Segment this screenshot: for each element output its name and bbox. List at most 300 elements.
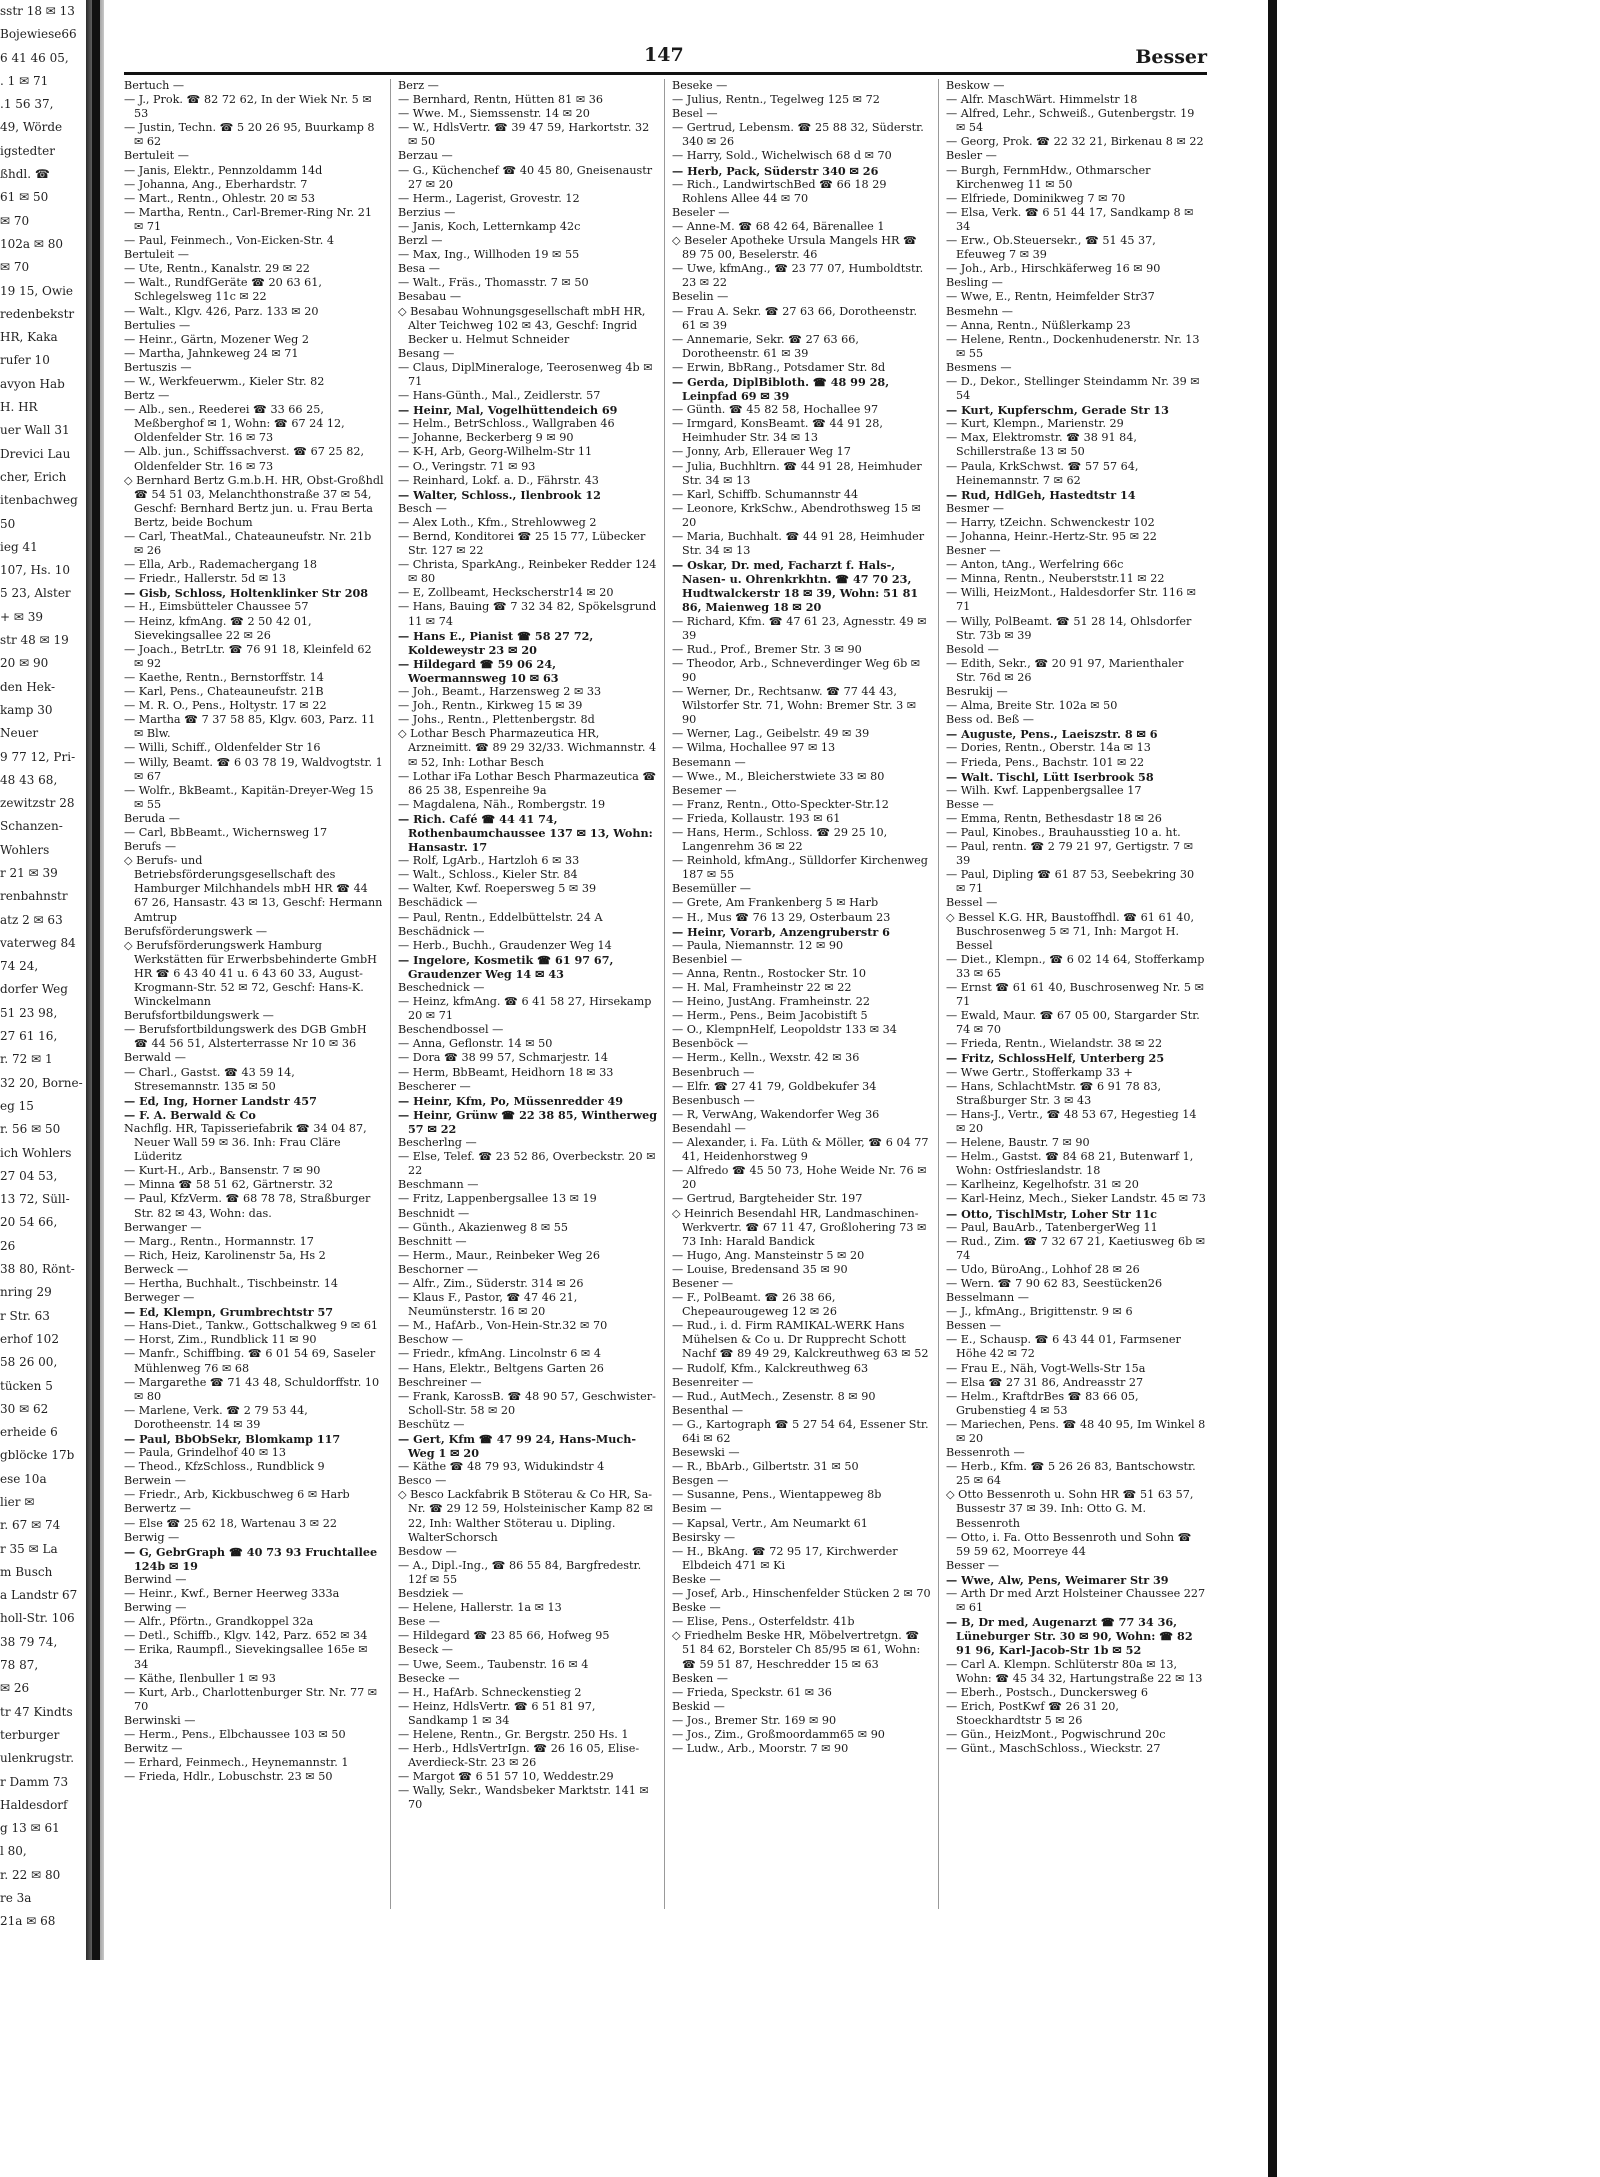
directory-entry: — Heinr, Mal, Vogelhüttendeich 69 (398, 403, 618, 418)
surname-heading: Beske — (672, 1601, 721, 1615)
surname-heading: Besenbruch — (672, 1065, 755, 1079)
directory-entry: — Edith, Sekr., ☎ 20 91 97, Marienthaler Str. 76d ✉ 26 (946, 656, 1184, 684)
surname-heading: Bertulies — (124, 318, 191, 332)
book-gutter-shadow (92, 0, 100, 1960)
directory-entry: — Hertha, Buchhalt., Tischbeinstr. 14 (124, 1276, 338, 1290)
directory-entry: — Alfredo ☎ 45 50 73, Hohe Weide Nr. 76 ✉ 20 (672, 1164, 927, 1192)
surname-heading: Besewski — (672, 1446, 740, 1460)
directory-entry: — Frieda, Rentn., Wielandstr. 38 ✉ 22 (946, 1037, 1163, 1051)
previous-page-line: vaterweg 84 (0, 935, 76, 950)
directory-entry: — Wilh. Kwf. Lappenbergsallee 17 (946, 783, 1142, 797)
directory-entry: — Fritz, Lappenbergsallee 13 ✉ 19 (398, 1192, 597, 1206)
directory-entry: — Herm., Lagerist, Grovestr. 12 (398, 191, 580, 205)
directory-entry: — Bernd, Konditorei ☎ 25 15 77, Lübecker Str. 127 ✉ 22 (398, 530, 646, 558)
directory-entry: — Rud., i. d. Firm RAMIKAL-WERK Hans Mühelsen & Co u. Dr Rupprecht Schott Nachf ☎ 89 49 29, Kalckreuthweg 63 ✉ 52 (672, 1319, 929, 1361)
previous-page-line: redenbekstr (0, 306, 75, 321)
directory-entry: — Walt., Klgv. 426, Parz. 133 ✉ 20 (124, 304, 319, 318)
directory-entry: — Reinhard, Lokf. a. D., Fährstr. 43 (398, 473, 599, 487)
previous-page-line: tr 47 Kindts (0, 1704, 73, 1719)
directory-entry: — Diet., Klempn., ☎ 6 02 14 64, Stofferkamp 33 ✉ 65 (946, 952, 1205, 980)
directory-entry: — Walter, Schloss., Ilenbrook 12 (398, 487, 601, 502)
previous-page-line: 32 20, Borne- (0, 1075, 83, 1090)
directory-entry: — Carl, TheatMal., Chateauneufstr. Nr. 21b ✉ 26 (124, 530, 372, 558)
directory-entry: — Kaethe, Rentn., Bernstorffstr. 14 (124, 670, 324, 684)
directory-entry: — Wwe, E., Rentn, Heimfelder Str37 (946, 290, 1155, 304)
previous-page-line: zewitzstr 28 (0, 796, 75, 811)
directory-entry: — Hans, SchlachtMstr. ☎ 6 91 78 83, Straßburger Str. 3 ✉ 43 (946, 1079, 1162, 1107)
directory-entry: ◇ Bessel K.G. HR, Baustoffhdl. ☎ 61 61 40, Buschrosenweg 5 ✉ 71, Inh: Margot H. Bessel (946, 911, 1206, 953)
directory-entry: — Mart., Rentn., Ohlestr. 20 ✉ 53 (124, 191, 316, 205)
surname-heading: Beschmann — (398, 1178, 479, 1192)
directory-entry: — Oskar, Dr. med, Facharzt f. Hals-, Nasen- u. Ohrenkrkhtn. ☎ 47 70 23, Hudtwalckerstr 18 ✉ 39, Wohn: 51 81 86, Maienweg 18 ✉ 20 (672, 558, 919, 615)
directory-entry: — F. A. Berwald & Co (124, 1107, 256, 1122)
surname-heading: Bertuszis — (124, 360, 192, 374)
directory-entry: — Reinhold, kfmAng., Sülldorfer Kirchenweg 187 ✉ 55 (672, 854, 928, 882)
directory-entry: ◇ Beseler Apotheke Ursula Mangels HR ☎ 89 75 00, Beselerstr. 46 (672, 234, 932, 262)
previous-page-line: 26 (0, 1238, 16, 1253)
surname-heading: Berwig — (124, 1530, 180, 1544)
surname-heading: Berwanger — (124, 1220, 202, 1234)
directory-entry: — Herb., Buchh., Graudenzer Weg 14 (398, 938, 612, 952)
directory-entry: — Wally, Sekr., Wandsbeker Marktstr. 141 ✉ 70 (398, 1784, 649, 1812)
directory-page (124, 36, 1207, 1916)
directory-entry: — Paul, rentn. ☎ 2 79 21 97, Gertigstr. 7 ✉ 39 (946, 840, 1194, 868)
directory-entry: — Alexander, i. Fa. Lüth & Möller, ☎ 6 04 77 41, Heidenhorstweg 9 (672, 1136, 929, 1164)
surname-heading: Beschnidt — (398, 1206, 470, 1220)
directory-entry: — Harry, tZeichn. Schwenckestr 102 (946, 515, 1155, 529)
previous-page-line: r. 67 ✉ 74 (0, 1518, 61, 1533)
directory-entry: — Leonore, KrkSchw., Abendrothsweg 15 ✉ 20 (672, 501, 921, 529)
directory-entry: — Maria, Buchhalt. ☎ 44 91 28, Heimhuder Str. 34 ✉ 13 (672, 530, 925, 558)
surname-heading: Beschädick — (398, 896, 478, 910)
directory-entry: — M., HafArb., Von-Hein-Str.32 ✉ 70 (398, 1319, 608, 1333)
directory-entry: — Friedr., Hallerstr. 5d ✉ 13 (124, 572, 287, 586)
directory-entry: — Wilma, Hochallee 97 ✉ 13 (672, 741, 836, 755)
directory-entry: — Else ☎ 25 62 18, Wartenau 3 ✉ 22 (124, 1516, 337, 1530)
directory-entry: — Wern. ☎ 7 90 62 83, Seestücken26 (946, 1276, 1163, 1290)
surname-heading: Beseke — (672, 79, 728, 92)
previous-page-line: erhof 102 (0, 1331, 59, 1346)
previous-page-line: Haldesdorf (0, 1797, 68, 1812)
directory-entry: — Anton, tAng., Werfelring 66c (946, 558, 1124, 572)
directory-entry: — Rud, HdlGeh, Hastedtstr 14 (946, 487, 1136, 502)
directory-entry: — Elfriede, Dominikweg 7 ✉ 70 (946, 191, 1126, 205)
previous-page-line: str 48 ✉ 19 (0, 633, 69, 648)
directory-entry: — Arth Dr med Arzt Holsteiner Chaussee 227 ✉ 61 (946, 1587, 1206, 1615)
previous-page-line: 107, Hs. 10 (0, 563, 71, 578)
directory-entry: — Rud., AutMech., Zesenstr. 8 ✉ 90 (672, 1389, 876, 1403)
previous-page-line: 30 ✉ 62 (0, 1401, 49, 1416)
directory-entry: — Karl-Heinz, Mech., Sieker Landstr. 45 ✉ 73 (946, 1192, 1206, 1206)
directory-entry: — E, Zollbeamt, Heckscherstr14 ✉ 20 (398, 586, 614, 600)
running-head: Besser (1135, 46, 1207, 68)
directory-entry: — Heinz, HdlsVertr. ☎ 6 51 81 97, Sandkamp 1 ✉ 34 (398, 1699, 596, 1727)
directory-entry: — B, Dr med, Augenarzt ☎ 77 34 36, Lüneburger Str. 30 ✉ 90, Wohn: ☎ 82 91 96, Karl-Jacob-Str 1b ✉ 52 (946, 1615, 1193, 1658)
directory-entry: — Rudolf, Kfm., Kalckreuthweg 63 (672, 1361, 869, 1375)
directory-entry: — Irmgard, KonsBeamt. ☎ 44 91 28, Heimhuder Str. 34 ✉ 13 (672, 417, 883, 445)
previous-page-line: HR, Kaka (0, 330, 58, 345)
directory-entry: — Frieda, Hdlr., Lobuschstr. 23 ✉ 50 (124, 1770, 333, 1784)
directory-entry: — Jos., Bremer Str. 169 ✉ 90 (672, 1713, 837, 1727)
previous-page-line: 102a ✉ 80 (0, 236, 64, 251)
directory-entry: — H., BkAng. ☎ 72 95 17, Kirchwerder Elbdeich 471 ✉ Ki (672, 1544, 898, 1572)
directory-entry: — Hans-Günth., Mal., Zeidlerstr. 57 (398, 389, 601, 403)
previous-page-line: 13 72, Süll- (0, 1192, 70, 1207)
directory-entry: — Frau E., Näh, Vogt-Wells-Str 15a (946, 1361, 1146, 1375)
surname-heading: Besch — (398, 501, 447, 515)
directory-entry: — Anna, Geflonstr. 14 ✉ 50 (398, 1037, 553, 1051)
surname-heading: Berwind — (124, 1572, 187, 1586)
directory-entry: — O., KlempnHelf, Leopoldstr 133 ✉ 34 (672, 1023, 897, 1037)
directory-entry: — Eberh., Postsch., Dunckersweg 6 (946, 1685, 1149, 1699)
surname-heading: Bertz — (124, 389, 170, 403)
directory-entry: Nachflg. HR, Tapisseriefabrik ☎ 34 04 87, Neuer Wall 59 ✉ 36. Inh: Frau Cläre Lüderitz (124, 1121, 367, 1164)
directory-entry: — Karlheinz, Kegelhofstr. 31 ✉ 20 (946, 1178, 1139, 1192)
surname-heading: Bess od. Beß — (946, 713, 1034, 727)
surname-heading: Berwitz — (124, 1742, 183, 1756)
previous-page-line: 74 24, (0, 959, 39, 974)
directory-entry: — Paul, KfzVerm. ☎ 68 78 78, Straßburger Str. 82 ✉ 43, Wohn: das. (124, 1192, 371, 1220)
surname-heading: Bessen — (946, 1319, 1001, 1333)
surname-heading: Besler — (946, 149, 997, 163)
directory-entry: — Martha, Rentn., Carl-Bremer-Ring Nr. 21 ✉ 71 (124, 205, 372, 233)
directory-entry: — Grete, Am Frankenberg 5 ✉ Harb (672, 896, 879, 910)
directory-entry: — Alfr., Zim., Süderstr. 314 ✉ 26 (398, 1276, 584, 1290)
surname-heading: Besrukij — (946, 685, 1008, 699)
directory-entry: — Auguste, Pens., Laeiszstr. 8 ✉ 6 (946, 727, 1158, 742)
directory-entry: — Johanna, Heinr.-Hertz-Str. 95 ✉ 22 (946, 530, 1157, 543)
directory-entry: — Werner, Lag., Geibelstr. 49 ✉ 39 (672, 727, 870, 741)
scan-margin-right (1277, 0, 1600, 2177)
surname-heading: Beschreiner — (398, 1375, 482, 1389)
directory-entry: — Manfr., Schiffbing. ☎ 6 01 54 69, Saseler Mühlenweg 76 ✉ 68 (124, 1347, 376, 1375)
directory-entry: — Harry, Sold., Wichelwisch 68 d ✉ 70 (672, 149, 892, 163)
directory-entry: ◇ Lothar Besch Pharmazeutica HR, Arzneimitt. ☎ 89 29 32/33. Wichmannstr. 4 ✉ 52, Inh: Lothar Besch (398, 727, 658, 769)
directory-entry: — Berufsfortbildungswerk des DGB GmbH ☎ 44 56 51, Alsterterrasse Nr 10 ✉ 36 (124, 1023, 367, 1051)
previous-page-line: 50 (0, 516, 16, 531)
previous-page-line: 5 23, Alster (0, 586, 71, 601)
previous-page-line: dorfer Weg (0, 982, 68, 997)
directory-entry: ◇ Heinrich Besendahl HR, Landmaschinen-Werkvertr. ☎ 67 11 47, Großlohering 73 ✉ 73 Inh: Harald Bandick (672, 1207, 932, 1249)
directory-entry: — Margarethe ☎ 71 43 48, Schuldorffstr. 10 ✉ 80 (124, 1375, 380, 1403)
previous-page-line: itenbachweg (0, 493, 78, 508)
directory-entry: — Herb., HdlsVertrIgn. ☎ 26 16 05, Elise-Averdieck-Str. 23 ✉ 26 (398, 1742, 640, 1770)
directory-entry: — Otto, i. Fa. Otto Bessenroth und Sohn ☎ 59 59 62, Moorreye 44 (946, 1530, 1192, 1558)
directory-entry: — Detl., Schiffb., Klgv. 142, Parz. 652 ✉ 34 (124, 1629, 368, 1643)
surname-heading: Beseck — (398, 1643, 453, 1657)
directory-entry: — Heinz, kfmAng. ☎ 2 50 42 01, Sievekingsallee 22 ✉ 26 (124, 614, 312, 642)
surname-heading: Besgen — (672, 1474, 729, 1488)
directory-entry: — Herm, BbBeamt, Heidhorn 18 ✉ 33 (398, 1065, 614, 1079)
directory-entry: — Frieda, Kollaustr. 193 ✉ 61 (672, 811, 841, 825)
surname-heading: Besim — (672, 1502, 722, 1516)
directory-entry: — Willy, PolBeamt. ☎ 51 28 14, Ohlsdorfer Str. 73b ✉ 39 (946, 614, 1192, 642)
directory-entry: — Rolf, LgArb., Hartzloh 6 ✉ 33 (398, 854, 580, 868)
directory-entry: — Günt., MaschSchloss., Wieckstr. 27 (946, 1742, 1161, 1756)
directory-entry: — Hans, Bauing ☎ 7 32 34 82, Spökelsgrund 11 ✉ 74 (398, 600, 657, 628)
directory-entry: — Magdalena, Näh., Rombergstr. 19 (398, 797, 606, 811)
previous-page-line: Schanzen- (0, 819, 63, 834)
directory-entry: — Herb., Kfm. ☎ 5 26 26 83, Bantschowstr. 25 ✉ 64 (946, 1460, 1196, 1488)
directory-entry: — Frieda, Pens., Bachstr. 101 ✉ 22 (946, 755, 1145, 769)
previous-page-line: .1 56 37, (0, 97, 54, 112)
directory-entry: — Joach., BetrLtr. ☎ 76 91 18, Kleinfeld 62 ✉ 92 (124, 642, 372, 670)
directory-entry: — Heinz, kfmAng. ☎ 6 41 58 27, Hirsekamp 20 ✉ 71 (398, 995, 652, 1023)
surname-heading: Besdziek — (398, 1587, 464, 1601)
previous-page-line: 51 23 98, (0, 1005, 58, 1020)
directory-entry: — Rich. Café ☎ 44 41 74, Rothenbaumchaussee 137 ✉ 13, Wohn: Hansastr. 17 (398, 811, 653, 855)
directory-entry: — Rud., Zim. ☎ 7 32 67 21, Kaetiusweg 6b ✉ 74 (946, 1234, 1206, 1262)
directory-entry: — Wwe. M., Siemssenstr. 14 ✉ 20 (398, 107, 590, 121)
directory-entry: — Anna, Rentn., Rostocker Str. 10 (672, 966, 866, 980)
previous-page-line: holl-Str. 106 (0, 1611, 75, 1626)
previous-page-line: 61 ✉ 50 (0, 190, 49, 205)
directory-entry: — Hildegard ☎ 59 06 24, Woermannsweg 10 ✉ 63 (398, 656, 559, 685)
previous-page-line: ✉ 26 (0, 1681, 30, 1696)
directory-entry: — H. Mal, Framheinstr 22 ✉ 22 (672, 981, 852, 994)
directory-entry: — Kurt, Arb., Charlottenburger Str. Nr. 77 ✉ 70 (124, 1685, 378, 1713)
directory-entry: — Minna ☎ 58 51 62, Gärtnerstr. 32 (124, 1178, 334, 1192)
surname-heading: Besemann — (672, 755, 746, 769)
previous-page-line: Bojewiese66 (0, 27, 77, 42)
directory-entry: — Johs., Rentn., Plettenbergstr. 8d (398, 713, 595, 727)
previous-page-line: 21a ✉ 68 (0, 1914, 56, 1929)
directory-entry: — Justin, Techn. ☎ 5 20 26 95, Buurkamp 8 ✉ 62 (124, 121, 375, 149)
directory-entry: — Erw., Ob.Steuersekr., ☎ 51 45 37, Efeuweg 7 ✉ 39 (946, 234, 1156, 262)
directory-entry: — Rich., LandwirtschBed ☎ 66 18 29 Rohlens Allee 44 ✉ 70 (672, 177, 887, 205)
surname-heading: Bertuch — (124, 79, 185, 92)
directory-entry: — Helm., BetrSchloss., Wallgraben 46 (398, 417, 615, 431)
surname-heading: Besenböck — (672, 1037, 749, 1051)
surname-heading: Beschednick — (398, 981, 485, 994)
previous-page-line: nring 29 (0, 1285, 52, 1300)
directory-entry: — Ernst ☎ 61 61 40, Buschrosenweg Nr. 5 ✉ 71 (946, 981, 1204, 1009)
directory-entry: — Wolfr., BkBeamt., Kapitän-Dreyer-Weg 15 ✉ 55 (124, 783, 374, 811)
directory-entry: — Martha, Jahnkeweg 24 ✉ 71 (124, 346, 299, 360)
directory-entry: — Emma, Rentn, Bethesdastr 18 ✉ 26 (946, 811, 1162, 825)
directory-entry: — Hans-J., Vertr., ☎ 48 53 67, Hegestieg 14 ✉ 20 (946, 1107, 1197, 1135)
directory-entry: — Ed, Ing, Horner Landstr 457 (124, 1093, 317, 1108)
directory-entry: — Martha ☎ 7 37 58 85, Klgv. 603, Parz. 11 ✉ Blw. (124, 713, 376, 741)
directory-entry: — Walt., Fräs., Thomasstr. 7 ✉ 50 (398, 276, 589, 290)
directory-entry: — Richard, Kfm. ☎ 47 61 23, Agnesstr. 49 ✉ 39 (672, 614, 927, 642)
surname-heading: Besmer — (946, 501, 1004, 515)
previous-page-line: ese 10a (0, 1471, 47, 1486)
directory-entry: ◇ Berufs- und Betriebsförderungsgesellschaft des Hamburger Milchhandels mbH HR ☎ 44 67 26, Hansastr. 43 ✉ 13, Geschf: Hermann Amtrup (124, 854, 384, 924)
directory-entry: — R, VerwAng, Wakendorfer Weg 36 (672, 1107, 880, 1121)
surname-heading: Berufsfortbildungswerk — (124, 1009, 274, 1023)
directory-entry: — Udo, BüroAng., Lohhof 28 ✉ 26 (946, 1262, 1140, 1276)
directory-entry: — Theod., KfzSchloss., Rundblick 9 (124, 1460, 325, 1474)
directory-entry: — Alex Loth., Kfm., Strehlowweg 2 (398, 515, 597, 529)
directory-entry: — Carl, BbBeamt., Wichernsweg 17 (124, 825, 328, 839)
directory-entry: — Willi, HeizMont., Haldesdorfer Str. 116 ✉ 71 (946, 586, 1196, 614)
directory-entry: — Rud., Prof., Bremer Str. 3 ✉ 90 (672, 642, 862, 656)
previous-page-line: Wohlers (0, 842, 50, 857)
directory-entry: — Gert, Kfm ☎ 47 99 24, Hans-Much-Weg 1 ✉ 20 (398, 1432, 636, 1461)
directory-entry: — Helene, Rentn., Dockenhudenerstr. Nr. 13 ✉ 55 (946, 332, 1200, 360)
directory-entry: — M. R. O., Pens., Holtystr. 17 ✉ 22 (124, 699, 327, 713)
directory-entry: — G., Kartograph ☎ 5 27 54 64, Essener Str. 64i ✉ 62 (672, 1417, 929, 1445)
previous-page-line: a Landstr 67 (0, 1588, 78, 1603)
previous-page-line: atz 2 ✉ 63 (0, 912, 63, 927)
directory-entry: — Elsa, Verk. ☎ 6 51 44 17, Sandkamp 8 ✉ 34 (946, 205, 1194, 233)
previous-page-line: ieg 41 (0, 539, 38, 554)
previous-page-line: avyon Hab (0, 376, 65, 391)
directory-entry: — Burgh, FernmHdw., Othmarscher Kirchenweg 11 ✉ 50 (946, 163, 1151, 191)
previous-page-line: 27 04 53, (0, 1168, 58, 1183)
directory-entry: — Johanna, Ang., Eberhardstr. 7 (124, 177, 308, 191)
directory-entry: — Else, Telef. ☎ 23 52 86, Overbeckstr. 20 ✉ 22 (398, 1150, 656, 1178)
directory-entry: — Dories, Rentn., Oberstr. 14a ✉ 13 (946, 741, 1151, 755)
surname-heading: Beskow — (946, 79, 1005, 92)
directory-entry: — Heinr, Kfm, Po, Müssenredder 49 (398, 1093, 624, 1108)
previous-page-line: 9 77 12, Pri- (0, 749, 76, 764)
directory-entry: — Herm., Kelln., Wexstr. 42 ✉ 36 (672, 1051, 860, 1065)
directory-entry: — Christa, SparkAng., Reinbeker Redder 124 ✉ 80 (398, 558, 657, 586)
directory-entry: — Lothar iFa Lothar Besch Pharmazeutica ☎ 86 25 38, Espenreihe 9a (398, 769, 657, 797)
directory-entry: — Heinr., Kwf., Berner Heerweg 333a (124, 1587, 340, 1601)
directory-entry: — Marg., Rentn., Hormannstr. 17 (124, 1234, 314, 1248)
surname-heading: Besirsky — (672, 1530, 736, 1544)
directory-entry: — Georg, Prok. ☎ 22 32 21, Birkenau 8 ✉ 22 (946, 135, 1204, 149)
surname-heading: Besabau — (398, 290, 462, 304)
previous-page-line: ✉ 70 (0, 260, 30, 275)
directory-entry: — H., Eimsbütteler Chaussee 57 (124, 600, 309, 614)
surname-heading: Besenbusch — (672, 1093, 755, 1107)
surname-heading: Besenthal — (672, 1403, 744, 1417)
directory-entry: — Charl., Gastst. ☎ 43 59 14, Stresemannstr. 135 ✉ 50 (124, 1065, 295, 1093)
previous-page-line: 20 ✉ 90 (0, 656, 49, 671)
directory-entry: — Josef, Arb., Hinschenfelder Stücken 2 ✉ 70 (672, 1587, 931, 1601)
directory-entry: — Willy, Beamt. ☎ 6 03 78 19, Waldvogtstr. 1 ✉ 67 (124, 755, 383, 783)
surname-heading: Beschütz — (398, 1417, 465, 1431)
previous-page-line: sstr 18 ✉ 13 (0, 4, 75, 18)
directory-entry: ◇ Besco Lackfabrik B Stöterau & Co HR, Sa-Nr. ☎ 29 12 59, Holsteinischer Kamp 82 ✉ 22, Inh: Walther Stöterau u. Dipling. WalterSchorsch (398, 1488, 658, 1544)
surname-heading: Besold — (946, 642, 999, 656)
surname-heading: Berzius — (398, 205, 456, 219)
previous-page-line: 78 87, (0, 1658, 39, 1673)
directory-entry: — Ingelore, Kosmetik ☎ 61 97 67, Graudenzer Weg 14 ✉ 43 (398, 952, 614, 981)
directory-entry: ◇ Otto Bessenroth u. Sohn HR ☎ 51 63 57, Bussestr 37 ✉ 39. Inh: Otto G. M. Bessenroth (946, 1488, 1206, 1530)
previous-page-line: r Damm 73 (0, 1774, 69, 1789)
directory-entry: — Ed, Klempn, Grumbrechtstr 57 (124, 1305, 334, 1320)
previous-page-line: renbahnstr (0, 889, 68, 904)
directory-entry: — Karl, Schiffb. Schumannstr 44 (672, 487, 859, 501)
directory-entry: — Julius, Rentn., Tegelweg 125 ✉ 72 (672, 93, 880, 107)
directory-entry: — Paula, Niemannstr. 12 ✉ 90 (672, 938, 844, 952)
directory-entry: — Walt. Tischl, Lütt Iserbrook 58 (946, 769, 1154, 784)
surname-heading: Beruda — (124, 811, 180, 825)
directory-entry: — Jonny, Arb, Ellerauer Weg 17 (672, 445, 851, 459)
directory-entry: — Joh., Arb., Hirschkäferweg 16 ✉ 90 (946, 262, 1161, 276)
directory-entry: — Heino, JustAng. Framheinstr. 22 (672, 995, 870, 1009)
previous-page-line: r Str. 63 (0, 1308, 50, 1323)
previous-page-line: r. 72 ✉ 1 (0, 1052, 53, 1067)
previous-page-line: ich Wohlers (0, 1145, 72, 1160)
directory-entry: — Erika, Raumpfl., Sievekingsallee 165e ✉ 34 (124, 1643, 368, 1671)
previous-page-line: gblöcke 17b (0, 1448, 75, 1463)
surname-heading: Bescherer — (398, 1079, 471, 1093)
surname-heading: Besselmann — (946, 1291, 1029, 1305)
directory-entry: — Louise, Bredensand 35 ✉ 90 (672, 1262, 848, 1276)
directory-entry: — Alfr., Pförtn., Grandkoppel 32a (124, 1615, 314, 1629)
surname-heading: Beschädnick — (398, 924, 485, 938)
directory-entry: — Theodor, Arb., Schneverdinger Weg 6b ✉ 90 (672, 656, 921, 684)
directory-entry: — Paul, BbObSekr, Blomkamp 117 (124, 1432, 341, 1446)
surname-heading: Beske — (672, 1572, 721, 1586)
directory-entry: — Günth. ☎ 45 82 58, Hochallee 97 (672, 403, 879, 417)
directory-entry: — Helm., Gastst. ☎ 84 68 21, Butenwarf 1, Wohn: Ostfrieslandstr. 18 (946, 1150, 1194, 1178)
directory-entry: — Kurt, Kupferschm, Gerade Str 13 (946, 403, 1169, 418)
surname-heading: Beschorner — (398, 1262, 479, 1276)
directory-entry: — Claus, DiplMineraloge, Teerosenweg 4b ✉ 71 (398, 360, 653, 388)
surname-heading: Besener — (672, 1276, 734, 1290)
directory-entry: — Helene, Rentn., Gr. Bergstr. 250 Hs. 1 (398, 1727, 629, 1741)
previous-page-line: l 80, (0, 1844, 27, 1859)
page-number: 147 (644, 44, 684, 66)
directory-entry: — E., Schausp. ☎ 6 43 44 01, Farmsener Höhe 42 ✉ 72 (946, 1333, 1181, 1361)
directory-entry: — Elise, Pens., Osterfeldstr. 41b (672, 1615, 855, 1629)
directory-entry: — Ewald, Maur. ☎ 67 05 00, Stargarder Str. 74 ✉ 70 (946, 1009, 1200, 1037)
surname-heading: Besse — (946, 797, 994, 811)
directory-entry: — J., Prok. ☎ 82 72 62, In der Wiek Nr. 5 ✉ 53 (124, 93, 372, 121)
previous-page-line: 48 43 68, (0, 772, 58, 787)
directory-entry: — Gisb, Schloss, Holtenklinker Str 208 (124, 586, 369, 601)
directory-entry: — Walter, Kwf. Roepersweg 5 ✉ 39 (398, 882, 597, 896)
surname-heading: Berufsförderungswerk — (124, 924, 268, 938)
directory-entry: — Käthe ☎ 48 79 93, Widukindstr 4 (398, 1460, 605, 1474)
surname-heading: Besco — (398, 1474, 447, 1488)
surname-heading: Berzau — (398, 149, 453, 163)
directory-entry: — Max, Elektromstr. ☎ 38 91 84, Schillerstraße 13 ✉ 50 (946, 431, 1137, 459)
surname-heading: Beschow — (398, 1333, 464, 1347)
directory-entry: ◇ Bernhard Bertz G.m.b.H. HR, Obst-Großhdl ☎ 54 51 03, Melanchthonstraße 37 ✉ 54, Geschf: Bernhard Bertz jun. u. Frau Berta Bertz, beide Bochum (124, 474, 384, 530)
directory-entry: — Annemarie, Sekr. ☎ 27 63 66, Dorotheenstr. 61 ✉ 39 (672, 332, 859, 360)
directory-entry: — Frau A. Sekr. ☎ 27 63 66, Dorotheenstr. 61 ✉ 39 (672, 304, 918, 332)
previous-page-line: rufer 10 (0, 353, 50, 368)
directory-entry: ◇ Besabau Wohnungsgesellschaft mbH HR, Alter Teichweg 102 ✉ 43, Geschf: Ingrid Becker u. Helmut Schneider (398, 305, 658, 347)
directory-entry: — Joh., Rentn., Kirkweg 15 ✉ 39 (398, 699, 583, 713)
surname-heading: Besang — (398, 346, 455, 360)
directory-entry: — R., BbArb., Gilbertstr. 31 ✉ 50 (672, 1460, 859, 1474)
directory-entry: — G., Küchenchef ☎ 40 45 80, Gneisenaustr 27 ✉ 20 (398, 163, 653, 191)
directory-entry: — J., kfmAng., Brigittenstr. 9 ✉ 6 (946, 1305, 1133, 1319)
previous-page-line: tücken 5 (0, 1378, 53, 1393)
previous-page-line: 38 80, Rönt- (0, 1262, 75, 1277)
directory-column-1 (124, 79, 384, 1909)
surname-heading: Bessenroth — (946, 1446, 1025, 1460)
previous-page-line: 20 54 66, (0, 1215, 58, 1230)
surname-heading: Besling — (946, 276, 1003, 290)
directory-entry: — Johanne, Beckerberg 9 ✉ 90 (398, 431, 574, 445)
directory-entry: — Paul, Feinmech., Von-Eicken-Str. 4 (124, 234, 334, 248)
previous-page-line: 19 15, Owie (0, 283, 74, 298)
directory-column-3 (672, 79, 932, 1909)
directory-entry: — Friedr., Arb, Kickbuschweg 6 ✉ Harb (124, 1488, 350, 1502)
directory-entry: — Käthe, Ilenbuller 1 ✉ 93 (124, 1671, 276, 1685)
directory-entry: — Paul, Kinobes., Brauhausstieg 10 a. ht. (946, 825, 1181, 839)
directory-entry: — Günth., Akazienweg 8 ✉ 55 (398, 1220, 569, 1234)
directory-entry: — Karl, Pens., Chateauneufstr. 21B (124, 685, 324, 699)
previous-page-line: r 35 ✉ La (0, 1541, 58, 1556)
previous-page-fragment (0, 0, 86, 1929)
directory-entry: — Ludw., Arb., Moorstr. 7 ✉ 90 (672, 1742, 849, 1756)
surname-heading: Berufs — (124, 840, 177, 854)
previous-page-line: r. 22 ✉ 80 (0, 1867, 61, 1882)
directory-columns (124, 79, 1207, 1909)
previous-page-line: 27 61 16, (0, 1029, 58, 1044)
